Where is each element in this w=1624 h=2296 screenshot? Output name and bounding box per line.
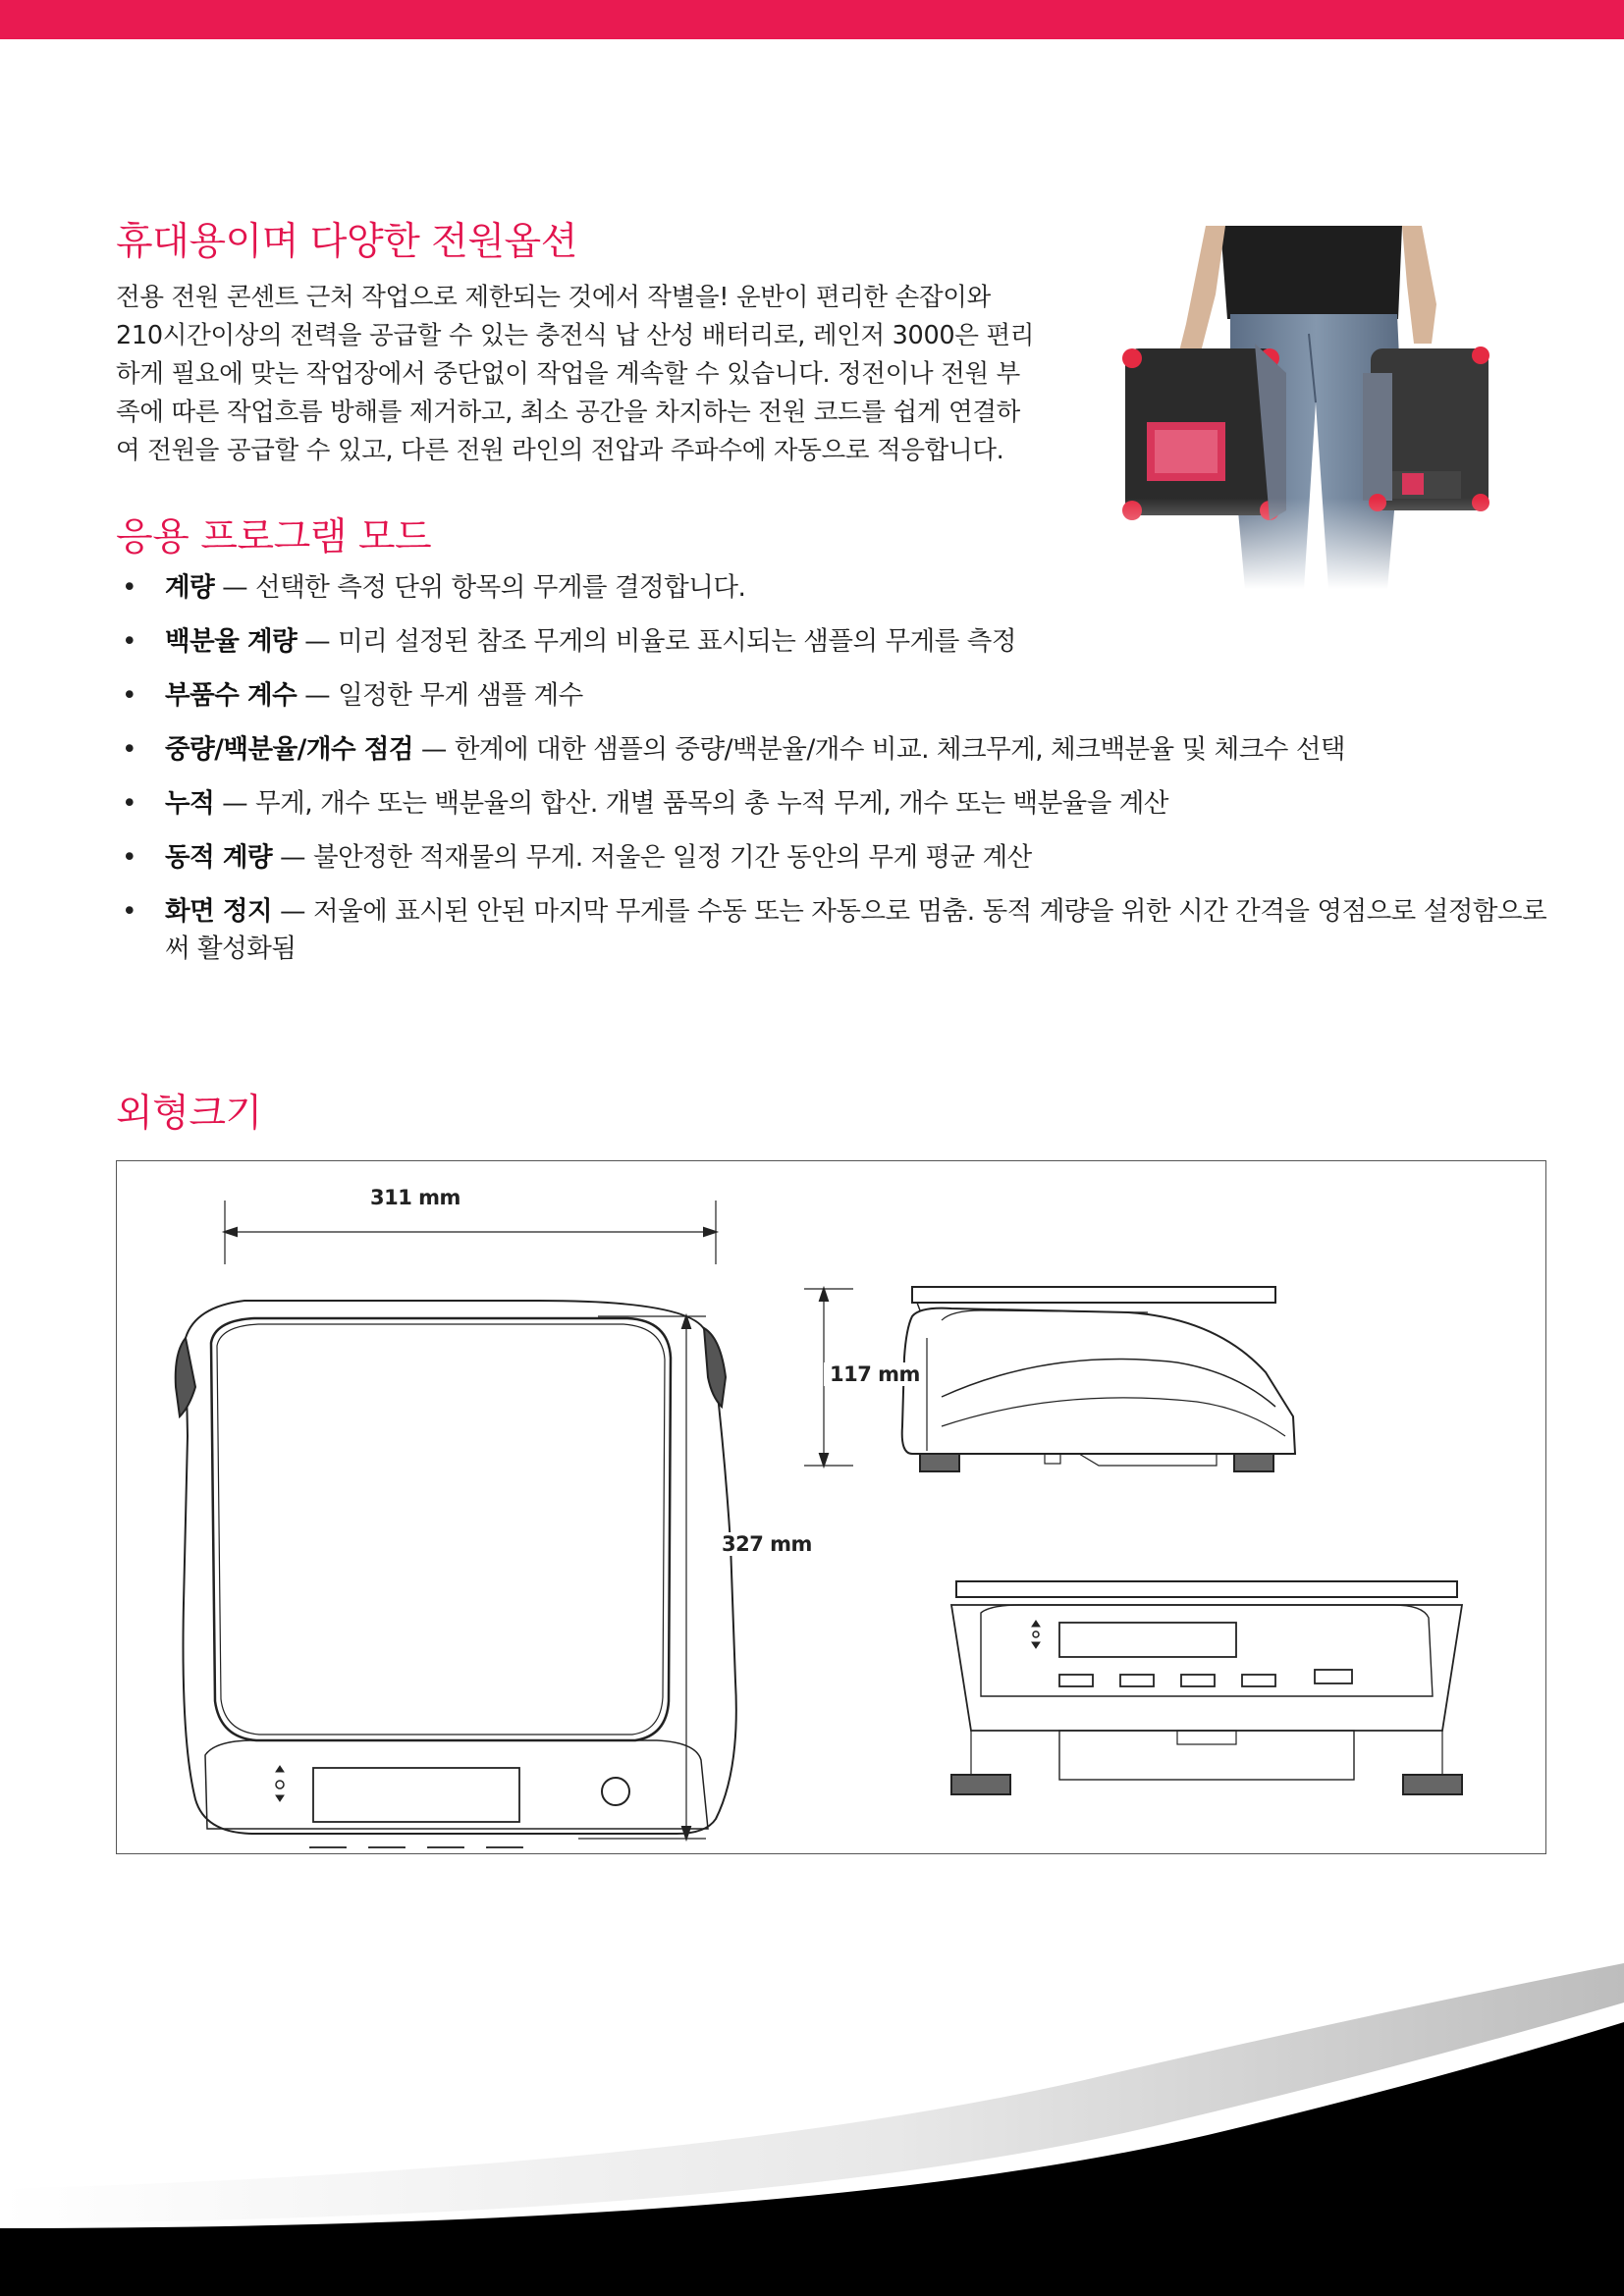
bullet: • xyxy=(122,788,137,819)
mode-description: — 미리 설정된 참조 무게의 비율로 표시되는 샘플의 무게를 측정 xyxy=(297,626,1016,657)
section-title-portable: 휴대용이며 다양한 전원옵션 xyxy=(116,220,577,264)
mode-term: 누적 xyxy=(165,788,215,819)
application-modes-list xyxy=(116,569,1549,985)
list-item xyxy=(116,623,1549,661)
bullet: • xyxy=(122,842,137,873)
list-item xyxy=(116,893,1549,968)
footer-swoosh-graphic xyxy=(0,1944,1624,2296)
bullet: • xyxy=(122,572,137,603)
mode-term: 동적 계량 xyxy=(165,842,273,873)
bullet: • xyxy=(122,896,137,927)
bullet: • xyxy=(122,680,137,711)
bullet: • xyxy=(122,626,137,657)
mode-description: — 선택한 측정 단위 항목의 무게를 결정합니다. xyxy=(214,572,746,603)
mode-term: 계량 xyxy=(165,572,215,603)
scale-front-view-drawing xyxy=(942,1574,1472,1819)
mode-description: — 무게, 개수 또는 백분율의 합산. 개별 품목의 총 누적 무게, 개수 또는 백분율을 계산 xyxy=(214,788,1168,819)
mode-term: 부품수 계수 xyxy=(165,680,298,711)
mode-description: — 저울에 표시된 안된 마지막 무게를 수동 또는 자동으로 멈춤. 동적 계량을 위한 시간 간격을 영점으로 설정함으로써 활성화됨 xyxy=(165,896,1547,964)
person-carrying-scales-photo xyxy=(1108,226,1520,589)
bullet: • xyxy=(122,734,137,765)
list-item xyxy=(116,839,1549,877)
portable-description: 전용 전원 콘센트 근처 작업으로 제한되는 것에서 작별을! 운반이 편리한 손잡이와 210시간이상의 전력을 공급할 수 있는 충전식 납 산성 배터리로, 레인저 3000은 편리하게 필요에 맞는 작업장에서 중단없이 작업을 계속할 수 있습니다. 정전이나 전원 부족에 따른 작업흐름 방해를 제거하고, 최소 공간을 차지하는 전원 코드를 쉽게 연결하여 전원을 공급할 수 있고, 다른 전원 라인의 전압과 주파수에 자동으로 적응합니다. xyxy=(116,283,1035,465)
mode-term: 화면 정지 xyxy=(165,896,273,927)
mode-term: 백분율 계량 xyxy=(165,626,298,657)
scale-side-view-drawing xyxy=(804,1279,1452,1495)
list-item xyxy=(116,785,1549,823)
scale-top-view-drawing xyxy=(166,1191,814,1848)
mode-term: 중량/백분율/개수 점검 xyxy=(165,734,413,765)
width-dimension-label: 311 mm xyxy=(364,1186,466,1209)
list-item xyxy=(116,731,1549,769)
list-item xyxy=(116,569,1549,607)
depth-dimension-label: 327 mm xyxy=(716,1532,818,1556)
height-dimension-label: 117 mm xyxy=(824,1362,926,1386)
list-item xyxy=(116,677,1549,715)
mode-description: — 불안정한 적재물의 무게. 저울은 일정 기간 동안의 무게 평균 계산 xyxy=(272,842,1032,873)
section-title-dimensions: 외형크기 xyxy=(116,1092,262,1136)
dimensions-drawing-box xyxy=(116,1160,1546,1854)
mode-description: — 일정한 무게 샘플 계수 xyxy=(297,680,583,711)
mode-description: — 한계에 대한 샘플의 중량/백분율/개수 비교. 체크무게, 체크백분율 및 체크수 선택 xyxy=(412,734,1346,765)
top-accent-bar xyxy=(0,0,1624,39)
section-title-modes: 응용 프로그램 모드 xyxy=(116,515,432,560)
